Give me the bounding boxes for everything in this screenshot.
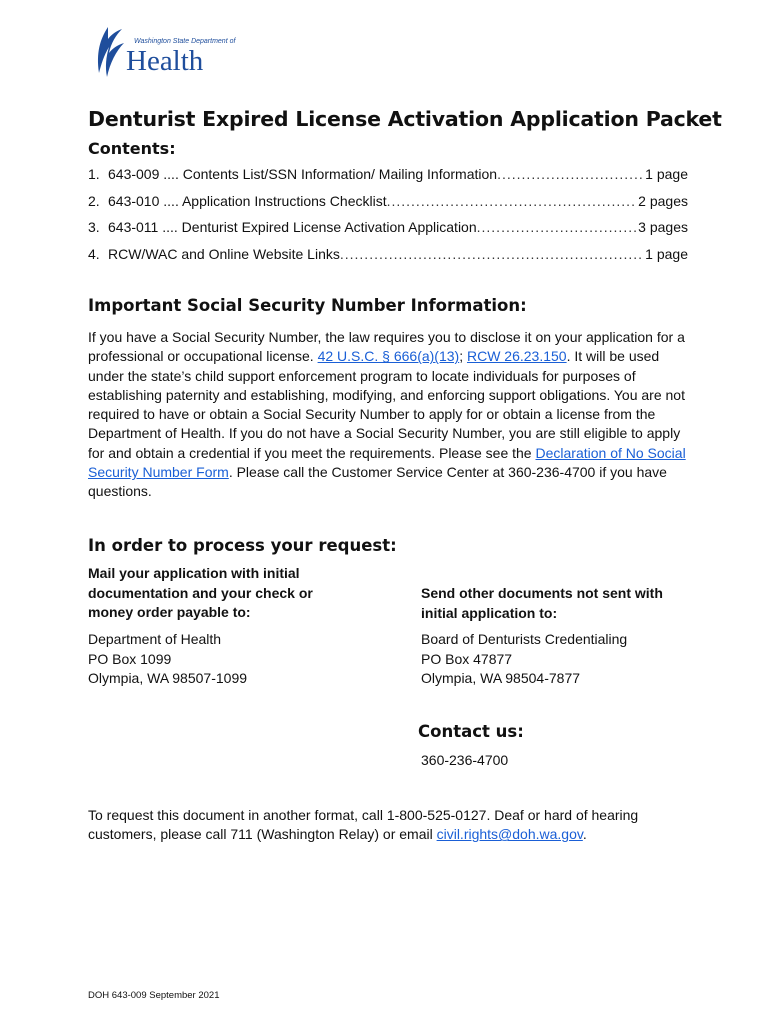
dot-leader — [340, 246, 643, 262]
address-line: Board of Denturists Credentialing — [421, 631, 628, 647]
contents-item-label: 643-010 .... Application Instructions Checklist — [108, 192, 387, 209]
civil-rights-email-link[interactable]: civil.rights@doh.wa.gov — [436, 826, 583, 843]
logo-tagline: Washington State Department of — [134, 38, 236, 45]
mail-instructions-heading: Mail your application with initial documentation and your check or money order payable to: — [88, 565, 313, 620]
contact-phone: 360-236-4700 — [421, 752, 509, 768]
accessibility-text-1: To request this document in another format, call 1-800-525-0127. Deaf or hard of hearing customers, please call 711 (Washington Relay) or email — [88, 807, 639, 843]
other-docs-address — [421, 630, 627, 689]
contents-item — [88, 246, 688, 273]
contents-list — [88, 166, 688, 272]
document-footer: DOH 643-009 September 2021 — [88, 990, 220, 1001]
process-heading: In order to process your request: — [88, 536, 397, 555]
ssn-text-1: If you have a Social Security Number, the law requires you to disclose it on your application for a professional or occupational license. — [88, 329, 685, 365]
contents-item-number: 2. — [88, 192, 100, 209]
address-line: Olympia, WA 98507-1099 — [88, 670, 248, 686]
dot-leader — [497, 166, 643, 182]
doh-logo — [90, 25, 236, 80]
contents-heading: Contents: — [88, 139, 176, 158]
contents-item-label: 643-009 .... Contents List/SSN Information/ Mailing Information — [108, 166, 498, 182]
dot-leader — [477, 219, 637, 235]
contents-item-number: 1. — [88, 166, 100, 182]
contents-item — [88, 193, 688, 220]
address-line: Department of Health — [88, 631, 222, 647]
ssn-paragraph — [88, 328, 693, 502]
contents-item-pages: 3 pages — [638, 219, 688, 235]
contact-heading: Contact us: — [418, 722, 524, 741]
accessibility-text-2: . — [582, 826, 587, 843]
address-line: Olympia, WA 98504-7877 — [421, 670, 581, 686]
ssn-heading: Important Social Security Number Information: — [88, 296, 527, 315]
contents-item-pages: 1 page — [645, 245, 688, 262]
accessibility-paragraph — [88, 806, 693, 845]
contents-item-pages: 1 page — [645, 166, 688, 182]
contents-item-label: RCW/WAC and Online Website Links — [108, 245, 340, 262]
page-title: Denturist Expired License Activation Application Packet — [88, 107, 722, 131]
no-ssn-form-link[interactable]: Declaration of No Social Security Number Form — [88, 444, 686, 481]
logo-wordmark: Health — [126, 45, 204, 77]
address-line: PO Box 1099 — [88, 650, 172, 667]
ssn-separator: ; — [459, 348, 467, 365]
contents-item-label: 643-011 .... Denturist Expired License Activation Application — [108, 219, 477, 235]
mail-address — [88, 630, 247, 689]
ssn-text-3: . Please call the Customer Service Center at 360-236-4700 if you have questions. — [88, 464, 667, 500]
contents-item — [88, 166, 688, 193]
contents-item — [88, 219, 688, 246]
dot-leader — [387, 193, 637, 209]
contents-item-number: 3. — [88, 219, 100, 235]
rcw-link[interactable]: RCW 26.23.150 — [466, 348, 567, 365]
other-docs-heading: Send other documents not sent with initial application to: — [421, 585, 663, 621]
contents-item-number: 4. — [88, 245, 100, 262]
address-line: PO Box 47877 — [421, 650, 513, 667]
usc-link[interactable]: 42 U.S.C. § 666(a)(13) — [317, 348, 460, 365]
contents-item-pages: 2 pages — [638, 192, 688, 209]
ssn-text-2: . It will be used under the state’s child support enforcement program to locate individuals for purposes of establishing paternity and establishing, modifying, and enforcing support obligations. You are not required to have or obtain a Social Security Number to apply for or obtain a license from the Department of Health. If you do not have a Social Security Number, you are still eligible to apply for and obtain a credential if you meet the requirements. Please see the — [88, 348, 685, 461]
